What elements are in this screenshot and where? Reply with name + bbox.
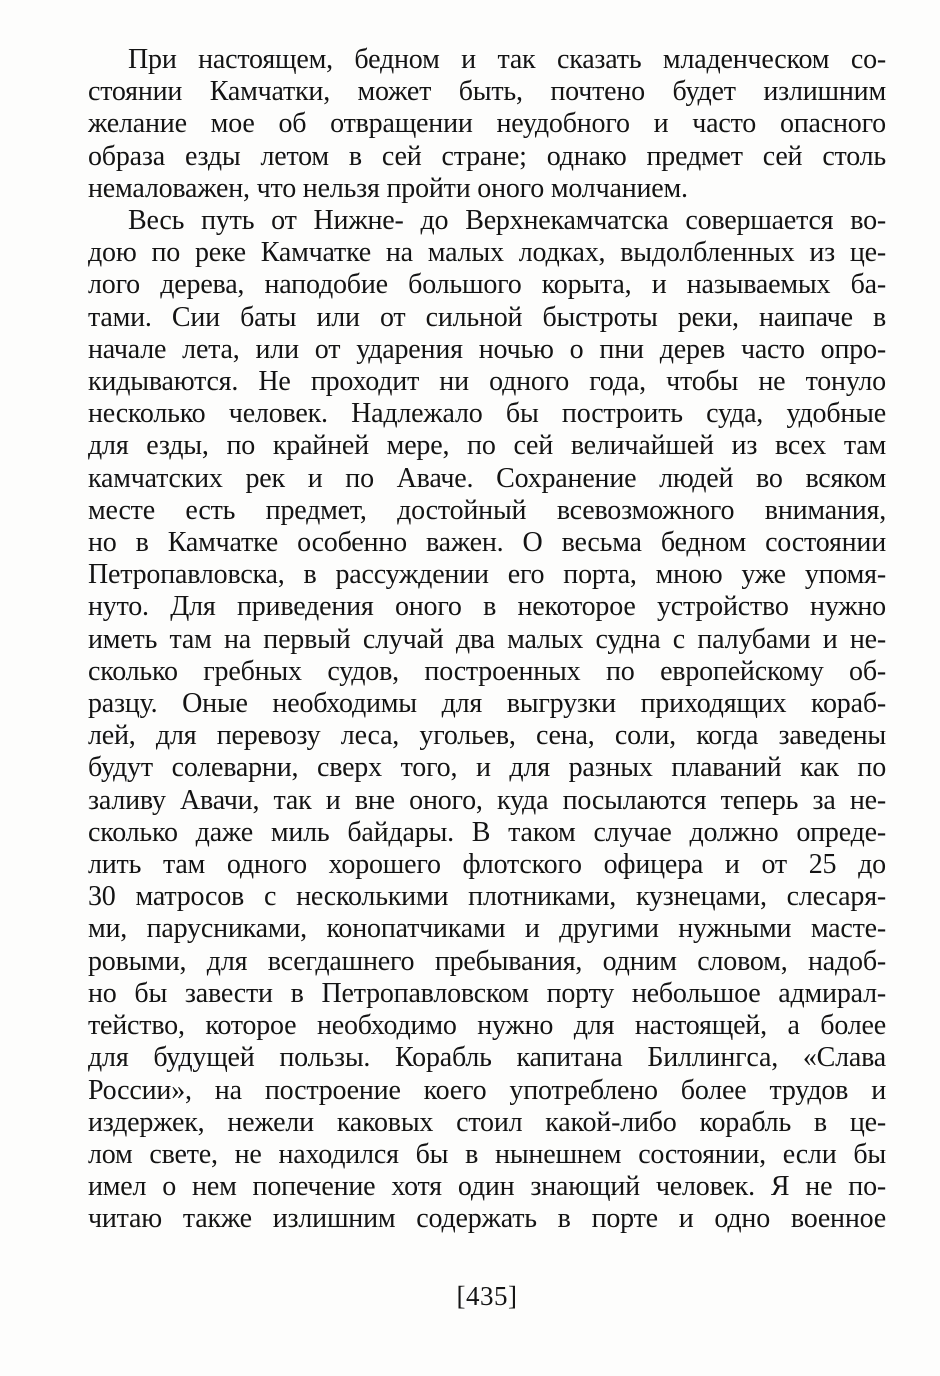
text-line: читаю также излишним содержать в порте и одно военное <box>88 1203 886 1235</box>
text-line: ровыми, для всегдашнего пребывания, одним словом, надоб- <box>88 945 886 977</box>
text-line: При настоящем, бедном и так сказать младенческом со- <box>128 44 886 75</box>
text-line: желание мое об отвращении неудобного и часто опасного <box>88 108 886 140</box>
text-line: лого дерева, наподобие большого корыта, и называемых ба- <box>88 269 886 301</box>
text-line: несколько человек. Надлежало бы построить суда, удобные <box>88 398 886 430</box>
text-line: тейство, которое необходимо нужно для настоящей, а более <box>88 1010 886 1042</box>
text-line: лей, для перевозу леса, угольев, сена, соли, когда заведены <box>88 720 886 752</box>
text-line: Весь путь от Нижне- до Верхнекамчатска совершается во- <box>128 205 886 237</box>
text-line: сколько даже миль байдары. В таком случае должно опреде- <box>88 816 886 848</box>
text-line: лом свете, не находился бы в нынешнем состоянии, если бы <box>88 1138 886 1170</box>
text-line: тами. Сии баты или от сильной быстроты реки, наипаче в <box>88 301 886 333</box>
text-line: иметь там на первый случай два малых судна с палубами и не- <box>88 623 886 655</box>
page-number: [435] <box>456 1281 518 1311</box>
text-line: разцу. Оные необходимы для выгрузки приходящих кораб- <box>88 688 886 720</box>
text-line: образа езды летом в сей стране; однако предмет сей столь <box>88 140 886 172</box>
text-line: России», на построение коего употреблено более трудов и <box>88 1074 886 1106</box>
text-line: заливу Авачи, так и вне оного, куда посылаются теперь за не- <box>88 784 886 816</box>
text-line: дою по реке Камчатке на малых лодках, выдолбленных из це- <box>88 237 886 269</box>
text-line: нуто. Для приведения оного в некоторое устройство нужно <box>88 591 886 623</box>
text-line: для езды, по крайней мере, по сей величайшей из всех там <box>88 430 886 462</box>
text-line: для будущей пользы. Корабль капитана Биллингса, «Слава <box>88 1042 886 1074</box>
text-line: но бы завести в Петропавловском порту небольшое адмирал- <box>88 977 886 1009</box>
text-block <box>88 44 886 1236</box>
text-line: сколько гребных судов, построенных по европейскому об- <box>88 655 886 687</box>
text-line: начале лета, или от ударения ночью о пни дерев часто опро- <box>88 333 886 365</box>
text-line: ми, парусниками, конопатчиками и другими нужными масте- <box>88 913 886 945</box>
text-line: имел о нем попечение хотя один знающий человек. Я не по- <box>88 1171 886 1203</box>
text-line: камчатских рек и по Аваче. Сохранение людей во всяком <box>88 462 886 494</box>
text-line: будут солеварни, сверх того, и для разных плаваний как по <box>88 752 886 784</box>
text-line: 30 матросов с несколькими плотниками, кузнецами, слесаря- <box>88 881 886 913</box>
text-line: Петропавловска, в рассуждении его порта, мною уже упомя- <box>88 559 886 591</box>
text-line: издержек, нежели каковых стоил какой-либо корабль в це- <box>88 1106 886 1138</box>
text-line: немаловажен, что нельзя пройти оного молчанием. <box>88 172 688 204</box>
text-line: но в Камчатке особенно важен. О весьма бедном состоянии <box>88 527 886 559</box>
text-line: месте есть предмет, достойный всевозможного внимания, <box>88 494 886 526</box>
text-line: лить там одного хорошего флотского офицера и от 25 до <box>88 849 886 881</box>
text-line: стоянии Камчатки, может быть, почтено будет излишним <box>88 76 886 108</box>
text-line: кидываются. Не проходит ни одного года, чтобы не тонуло <box>88 366 886 398</box>
